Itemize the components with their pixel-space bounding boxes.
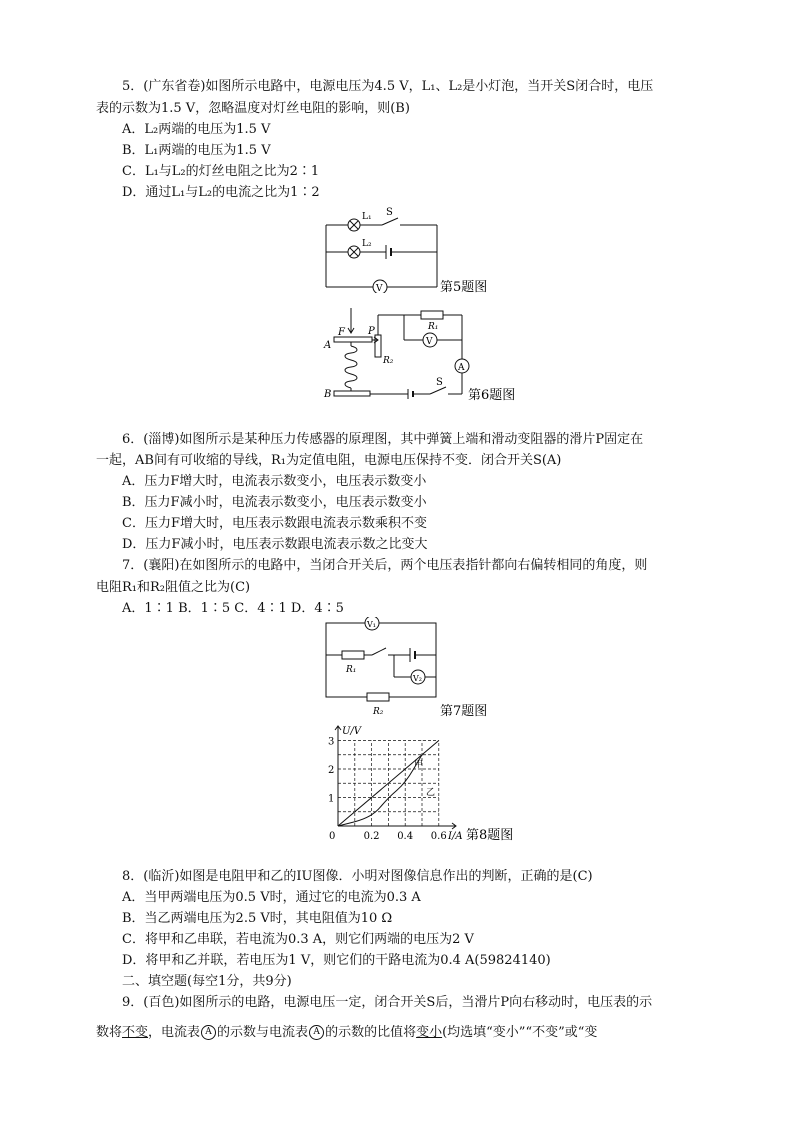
q8-iu-graph — [318, 722, 528, 846]
q6-option-c: C．压力F增大时，电压表示数跟电流表示数乘积不变 — [122, 516, 427, 531]
x-tick-label: 0.2 — [363, 831, 380, 842]
q5-stem-line1: 5．(广东省卷)如图所示电路中，电源电压为4.5 V，L₁、L₂是小灯泡，当开关S闭合时，电压 — [122, 79, 654, 94]
q7-r1-label: R₁ — [346, 665, 357, 675]
q7-figure-caption: 第7题图 — [440, 704, 488, 719]
q5-s-label: S — [386, 207, 393, 218]
q5-option-b: B．L₁两端的电压为1.5 V — [122, 143, 271, 158]
x-tick-label: 0.4 — [397, 831, 414, 842]
q9-text-part3: 的示数与电流表 — [217, 1025, 309, 1040]
q5-voltmeter-label: V — [376, 284, 383, 293]
q9-stem-line2 — [96, 1024, 597, 1042]
q9-answer-2: 变小 — [416, 1025, 443, 1040]
q9-text-part1: 数将 — [96, 1025, 123, 1040]
q7-stem-line2: 电阻R₁和R₂阻值之比为(C) — [96, 580, 251, 595]
q6-option-a: A．压力F增大时，电流表示数变小，电压表示数变小 — [122, 474, 427, 489]
q5-l2-label: L₂ — [362, 239, 372, 249]
q5-figure-caption: 第5题图 — [440, 280, 488, 293]
q8-series-yi-label: 乙 — [426, 788, 436, 798]
q9-ammeter-symbol-1: A — [201, 1025, 216, 1040]
q7-stem-line1: 7．(襄阳)在如图所示的电路中，当闭合开关后，两个电压表指针都向右偏转相同的角度，则 — [122, 558, 648, 573]
q8-origin-label: 0 — [329, 831, 336, 842]
q6-a-label: A — [324, 340, 332, 351]
q7-options: A．1∶1 B．1∶5 C．4∶1 D．4∶5 — [122, 601, 344, 616]
q5-option-d: D．通过L₁与L₂的电流之比为1∶2 — [122, 185, 320, 200]
q7-v1-label: V₁ — [367, 620, 376, 629]
q8-stem: 8．(临沂)如图是电阻甲和乙的IU图像．小明对图像信息作出的判断，正确的是(C) — [122, 869, 593, 884]
q5-circuit-figure — [320, 205, 500, 293]
q7-r2-label: R₂ — [373, 707, 384, 717]
q8-ylabel: U/V — [342, 726, 362, 737]
q8-option-c: C．将甲和乙串联，若电流为0.3 A，则它们两端的电压为2 V — [122, 932, 474, 947]
q7-v2-label: V₂ — [413, 674, 422, 683]
q8-figure-caption: 第8题图 — [466, 828, 514, 843]
y-tick-label: 3 — [328, 736, 335, 748]
q6-voltmeter-label: V — [426, 337, 433, 347]
q9-ammeter-symbol-2: A — [309, 1025, 324, 1040]
q9-text-part2: ，电流表 — [148, 1025, 201, 1040]
q6-stem-line2: 一起，AB间有可收缩的导线，R₁为定值电阻，电源电压保持不变．闭合开关S(A) — [96, 453, 562, 468]
q6-ammeter-label: A — [458, 363, 465, 373]
q6-r1-label: R₁ — [428, 322, 439, 332]
q8-option-d: D．将甲和乙并联，若电压为1 V，则它们的干路电流为0.4 A(59824140) — [122, 953, 551, 968]
q6-option-b: B．压力F减小时，电流表示数变小，电压表示数变小 — [122, 495, 427, 510]
x-tick-label: 0.6 — [430, 831, 447, 842]
q5-l1-label: L₁ — [362, 212, 372, 222]
q8-option-b: B．当乙两端电压为2.5 V时，其电阻值为10 Ω — [122, 911, 393, 926]
q8-xlabel: I/A — [448, 831, 463, 842]
q6-s-label: S — [436, 377, 443, 388]
q7-circuit-figure — [322, 617, 512, 719]
q8-series-jia-label: 甲 — [414, 760, 424, 770]
q5-option-c: C．L₁与L₂的灯丝电阻之比为2∶1 — [122, 164, 320, 179]
q8-option-a: A．当甲两端电压为0.5 V时，通过它的电流为0.3 A — [122, 890, 421, 905]
q9-answer-1: 不变 — [122, 1025, 149, 1040]
q6-figure-caption: 第6题图 — [468, 388, 516, 403]
q6-b-label: B — [324, 389, 332, 400]
q5-option-a: A．L₂两端的电压为1.5 V — [122, 122, 271, 137]
q9-stem-line1: 9．(百色)如图所示的电路，电源电压一定，闭合开关S后，当滑片P向右移动时，电压表的示 — [122, 995, 653, 1010]
q6-stem-line1: 6．(淄博)如图所示是某种压力传感器的原理图，其中弹簧上端和滑动变阻器的滑片P固定在 — [122, 432, 644, 447]
q6-r2-label: R₂ — [383, 356, 394, 366]
q6-option-d: D．压力F减小时，电压表示数跟电流表示数之比变大 — [122, 537, 428, 552]
q6-f-label: F — [338, 327, 345, 338]
q6-p-label: P — [368, 326, 375, 337]
q6-sensor-figure — [320, 303, 540, 407]
y-tick-label: 1 — [328, 793, 335, 805]
q9-text-part5: (均选填“变小”“不变”或“变 — [442, 1025, 598, 1040]
q5-stem-line2: 表的示数为1.5 V，忽略温度对灯丝电阻的影响，则(B) — [96, 101, 410, 116]
section-heading: 二、填空题(每空1分，共9分) — [122, 974, 292, 989]
y-tick-label: 2 — [328, 765, 335, 776]
q9-text-part4: 的示数的比值将 — [325, 1025, 417, 1040]
